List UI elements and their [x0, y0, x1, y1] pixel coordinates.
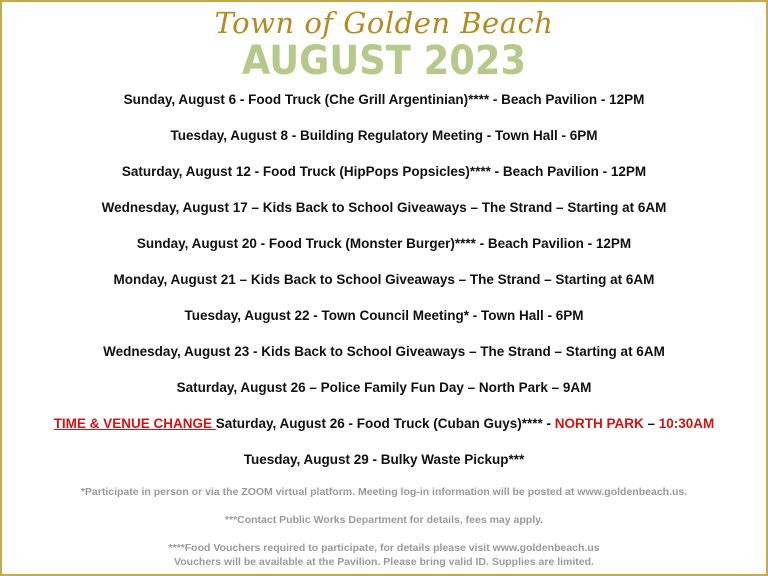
event-item-changed	[2, 415, 766, 451]
footnotes	[2, 485, 766, 569]
vouchers-note-line-2: Vouchers will be available at the Pavilion. Please bring valid ID. Supplies are limited.	[174, 556, 594, 568]
change-venue: NORTH PARK	[554, 416, 644, 431]
event-item: Tuesday, August 29 - Bulky Waste Pickup***	[243, 452, 525, 467]
event-item: Sunday, August 6 - Food Truck (Che Grill Argentinian)**** - Beach Pavilion - 12PM	[123, 92, 645, 107]
public-works-note: ***Contact Public Works Department for details, fees may apply.	[224, 514, 544, 526]
event-list	[2, 91, 766, 487]
change-time: 10:30AM	[658, 416, 715, 431]
month-title: AUGUST 2023	[241, 38, 527, 84]
zoom-note: *Participate in person or via the ZOOM virtual platform. Meeting log-in information will be posted at www.goldenbeach.us.	[80, 486, 688, 498]
vouchers-note-line-1: ****Food Vouchers required to participate, for details please visit www.goldenbeach.us	[168, 542, 600, 554]
event-item: Monday, August 21 – Kids Back to School Giveaways – The Strand – Starting at 6AM	[113, 272, 655, 287]
town-title: Town of Golden Beach	[214, 6, 554, 40]
event-item: Sunday, August 20 - Food Truck (Monster Burger)**** - Beach Pavilion - 12PM	[136, 236, 632, 251]
event-item: Wednesday, August 17 – Kids Back to School Giveaways – The Strand – Starting at 6AM	[101, 200, 667, 215]
event-item: Tuesday, August 22 - Town Council Meeting* - Town Hall - 6PM	[184, 308, 584, 323]
event-item: Saturday, August 12 - Food Truck (HipPops Popsicles)**** - Beach Pavilion - 12PM	[121, 164, 647, 179]
change-event-text: Saturday, August 26 - Food Truck (Cuban Guys)**** -	[215, 416, 555, 431]
change-separator: –	[643, 416, 659, 431]
event-item: Saturday, August 26 – Police Family Fun Day – North Park – 9AM	[176, 380, 592, 395]
change-alert: TIME & VENUE CHANGE	[53, 416, 216, 431]
event-item: Tuesday, August 8 - Building Regulatory Meeting - Town Hall - 6PM	[170, 128, 598, 143]
event-item: Wednesday, August 23 - Kids Back to School Giveaways – The Strand – Starting at 6AM	[103, 344, 665, 359]
